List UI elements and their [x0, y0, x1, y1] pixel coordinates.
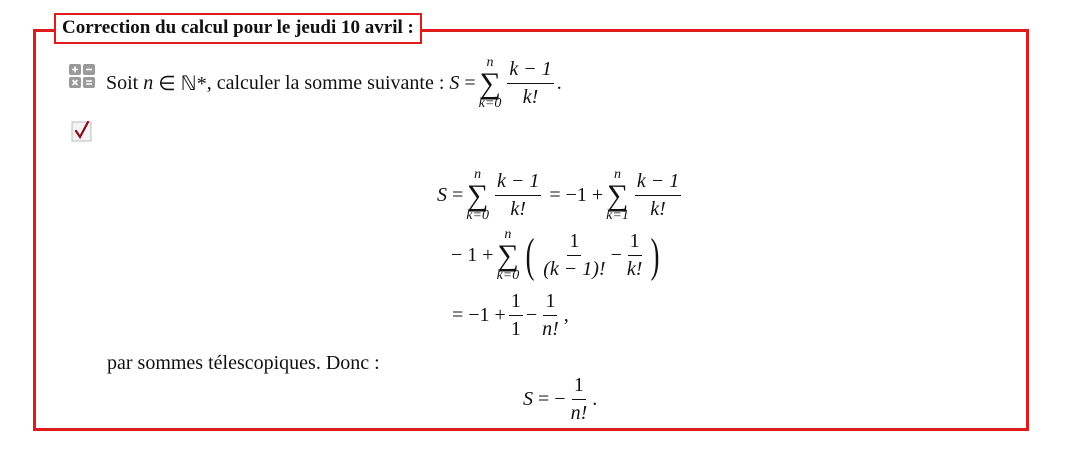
solution-line-2: − 1 + n ∑ k=0 ( $\frac{1}{(k - 1)!}$ − $\frac{1}{k!}$ ): [451, 227, 660, 283]
calculator-icon: [68, 63, 96, 89]
solution-line-3: = −1 + $\frac{1}{1}$ − $\frac{1}{n!}$ ,: [452, 290, 569, 340]
solution-line-1: S = n ∑ k=0 $\frac{k - 1}{k!}$ = −1 + n ∑ k=1 $\frac{k - 1}{k!}$: [437, 167, 680, 223]
sum-symbol: n ∑ k=0: [478, 55, 502, 111]
conclusion-text: par sommes télescopiques. Donc :: [107, 352, 380, 374]
exercise-statement: Soit n ∈ ℕ* , calculer la somme suivante : S = n ∑ k=0 $\frac{k - 1}{k!}$ .: [106, 55, 562, 111]
final-result: S = − $\frac{1}{n!}$ .: [523, 374, 598, 424]
page-title: Correction du calcul pour le jeudi 10 avril :: [54, 13, 422, 44]
checkmark-icon: [71, 120, 93, 142]
fraction: $\frac{k - 1}{k!}$: [509, 58, 552, 108]
